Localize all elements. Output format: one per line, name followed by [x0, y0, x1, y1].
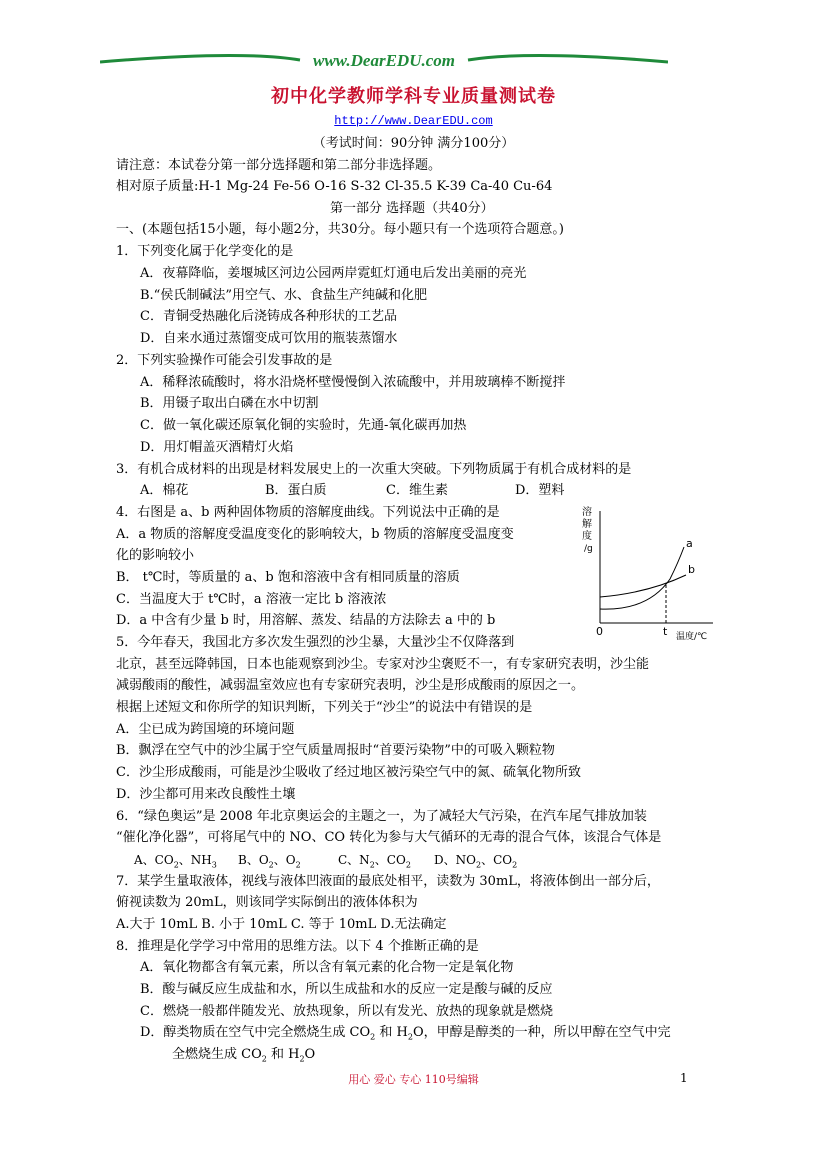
series-a-label: a [686, 537, 693, 550]
q2-stem: 2．下列实验操作可能会引发事故的是 [116, 353, 333, 368]
q4-option-c: C．当温度大于 t℃时，a 溶液一定比 b 溶液浓 [116, 592, 387, 607]
exam-info: （考试时间：90分钟 满分100分） [312, 136, 515, 151]
curve-a [600, 547, 684, 609]
y-axis-label-2: 解 [582, 519, 592, 530]
q8-stem: 8．推理是化学学习中常用的思维方法。以下 4 个推断正确的是 [116, 939, 479, 954]
q1-option-a: A．夜幕降临，姜堰城区河边公园两岸霓虹灯通电后发出美丽的亮光 [140, 266, 527, 281]
q2-option-c: C．做一氧化碳还原氧化铜的实验时，先通-氧化碳再加热 [140, 418, 467, 433]
curve-b [600, 575, 686, 597]
q1-option-b: B.“侯氏制碱法”用空气、水、食盐生产纯碱和化肥 [140, 288, 427, 303]
page-number: 1 [680, 1071, 688, 1085]
site-logo-text: www.DearEDU.com [313, 51, 455, 70]
q8-option-a: A．氧化物都含有氧元素，所以含有氧元素的化合物一定是氧化物 [140, 960, 514, 975]
solubility-chart [578, 505, 718, 645]
q7-options: A.大于 10mL B. 小于 10mL C. 等于 10mL D.无法确定 [116, 917, 447, 932]
q8-option-d: D．醇类物质在空气中完全燃烧生成 $CO_2$ 和 $H_2O$，甲醇是醇类的一种，所以甲醇在空气中完 [140, 1025, 671, 1042]
series-b-label: b [688, 563, 695, 576]
q3-option-c: C．维生素 [386, 483, 448, 498]
q2-option-b: B．用镊子取出白磷在水中切割 [140, 396, 319, 411]
q1-option-c: C．青铜受热融化后浇铸成各种形状的工艺品 [140, 309, 397, 324]
q5-line2: 北京，甚至远降韩国，日本也能观察到沙尘。专家对沙尘褒贬不一，有专家研究表明，沙尘能 [116, 657, 650, 672]
y-axis-label-4: /g [584, 544, 593, 554]
q3-option-a: A．棉花 [140, 483, 189, 498]
q8-option-b: B．酸与碱反应生成盐和水，所以生成盐和水的反应一定是酸与碱的反应 [140, 982, 553, 997]
site-url-link[interactable]: http://www.DearEDU.com [334, 114, 493, 128]
q3-stem: 3．有机合成材料的出现是材料发展史上的一次重大突破。下列物质属于有机合成材料的是 [116, 462, 632, 477]
q7-line2: 俯视读数为 20mL，则该同学实际倒出的液体体积为 [116, 895, 418, 910]
q8-option-c: C．燃烧一般都伴随发光、放热现象，所以有发光、放热的现象就是燃烧 [140, 1004, 553, 1019]
q8-option-d-cont: 全燃烧生成 $CO_2$ 和 $H_2O$ [172, 1047, 316, 1064]
q4-option-a: A．a 物质的溶解度受温度变化的影响较大，b 物质的溶解度受温度变 [116, 527, 514, 542]
footer-slogan: 用心 爱心 专心 110号编辑 [348, 1073, 479, 1086]
q5-line3: 减弱酸雨的酸性，减弱温室效应也有专家研究表明，沙尘是形成酸雨的原因之一。 [116, 678, 585, 693]
q6-option-b: B、$O_2$、$O_2$ [238, 853, 301, 870]
q5-option-c: C．沙尘形成酸雨，可能是沙尘吸收了经过地区被污染空气中的氮、硫氧化物所致 [116, 765, 581, 780]
q2-option-d: D．用灯帽盖灭酒精灯火焰 [140, 440, 294, 455]
page-title: 初中化学教师学科专业质量测试卷 [271, 86, 556, 107]
part1-title: 第一部分 选择题（共40分） [330, 201, 494, 216]
q1-option-d: D．自来水通过蒸馏变成可饮用的瓶装蒸馏水 [140, 331, 398, 346]
q5-line4: 根据上述短文和你所学的知识判断，下列关于“沙尘”的说法中有错误的是 [116, 700, 533, 715]
q3-option-d: D．塑料 [515, 483, 565, 498]
y-axis-label-1: 溶 [582, 507, 592, 518]
q6-line1: 6．“绿色奥运”是 2008 年北京奥运会的主题之一，为了减轻大气污染，在汽车尾气排放加装 [116, 809, 647, 824]
part1-instructions: 一、(本题包括15小题，每小题2分，共30分。每小题只有一个选项符合题意。) [116, 222, 564, 237]
q5-option-b: B．飘浮在空气中的沙尘属于空气质量周报时“首要污染物”中的可吸入颗粒物 [116, 743, 555, 758]
q7-line1: 7．某学生量取液体，视线与液体凹液面的最底处相平，读数为 30mL，将液体倒出一部分后， [116, 874, 660, 889]
q6-option-c: C、$N_2$、$CO_2$ [338, 853, 411, 870]
q2-option-a: A．稀释浓硫酸时，将水沿烧杯壁慢慢倒入浓硫酸中，并用玻璃棒不断搅拌 [140, 375, 566, 390]
header-banner [100, 48, 668, 76]
q6-option-d: D、$NO_2$、$CO_2$ [434, 853, 518, 870]
q4-option-a-cont: 化的影响较小 [116, 548, 195, 563]
x-axis-label: 温度/℃ [676, 632, 708, 642]
y-axis-label-3: 度 [582, 531, 592, 542]
q4-option-d: D．a 中含有少量 b 时，用溶解、蒸发、结晶的方法除去 a 中的 b [116, 613, 496, 628]
atomic-mass-line: 相对原子质量:H-1 Mg-24 Fe-56 O-16 S-32 Cl-35.5 K-39 Ca-40 Cu-64 [116, 179, 553, 194]
q1-stem: 1．下列变化属于化学变化的是 [116, 244, 294, 259]
q5-option-a: A．尘已成为跨国境的环境问题 [116, 722, 295, 737]
t-label: t [663, 625, 668, 638]
q4-option-b: B． t℃时，等质量的 a、b 饱和溶液中含有相同质量的溶质 [116, 570, 460, 585]
q5-option-d: D．沙尘都可用来改良酸性土壤 [116, 787, 296, 802]
q5-line1: 5．今年春天，我国北方多次发生强烈的沙尘暴，大量沙尘不仅降落到 [116, 635, 515, 650]
attention-note: 请注意：本试卷分第一部分选择题和第二部分非选择题。 [116, 158, 442, 173]
origin-label: 0 [596, 625, 603, 638]
q6-line2: “催化净化器”，可将尾气中的 NO、CO 转化为参与大气循环的无毒的混合气体，该混合气体是 [116, 830, 662, 845]
q4-stem: 4．右图是 a、b 两种固体物质的溶解度曲线。下列说法中正确的是 [116, 505, 500, 520]
q6-option-a: A、$CO_2$、$NH_3$ [134, 853, 217, 870]
q3-option-b: B．蛋白质 [265, 483, 327, 498]
